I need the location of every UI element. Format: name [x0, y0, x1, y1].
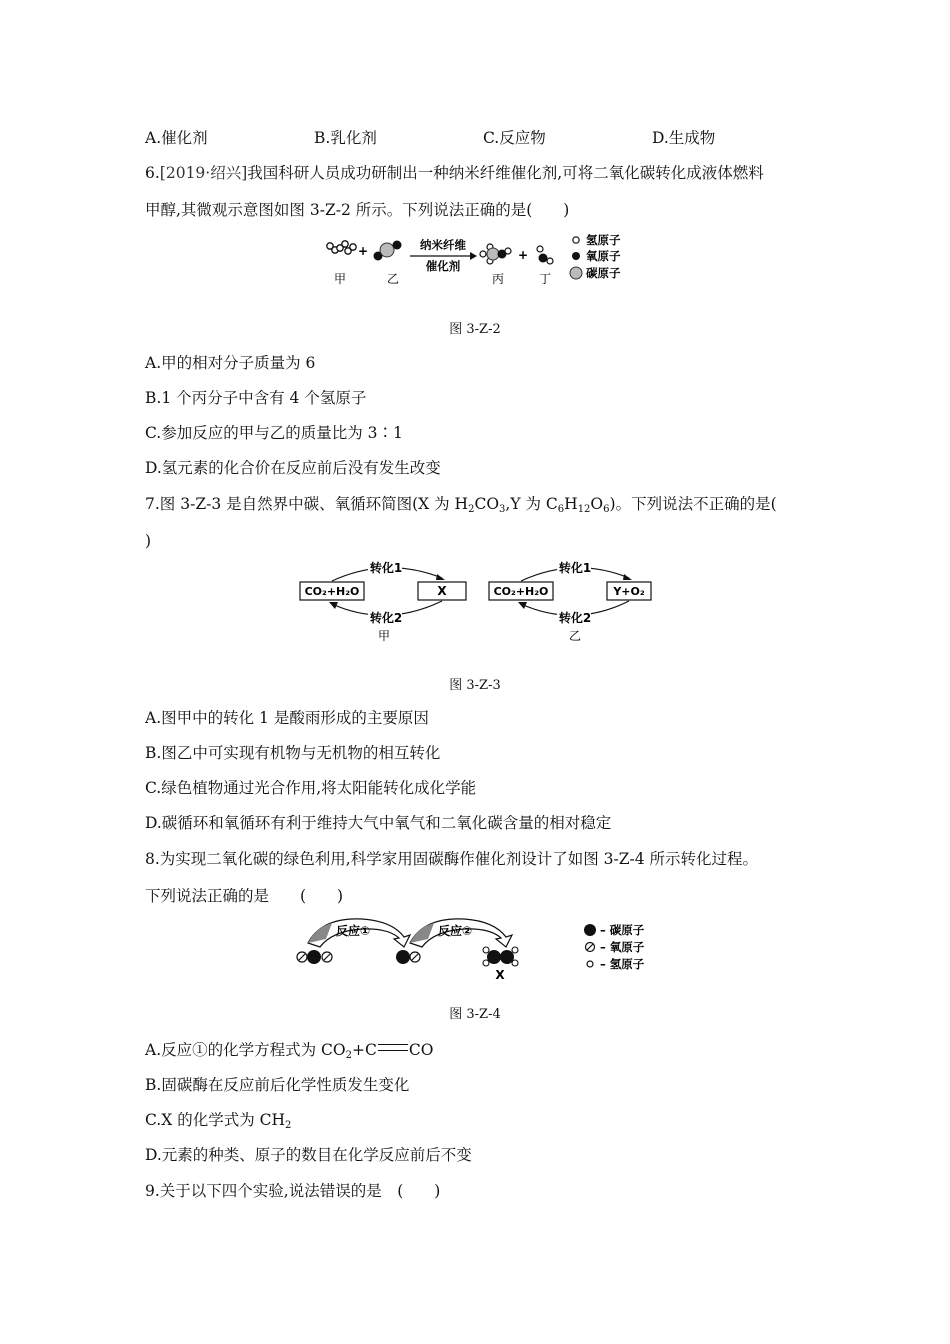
figure-caption-3-z-4: 图 3-Z-4	[449, 1007, 501, 1022]
box-co2-h2o-jia-text: CO₂+H₂O	[304, 585, 360, 598]
q8-option-a	[145, 1039, 433, 1061]
molecule-yi	[374, 241, 402, 261]
subscript: 2	[345, 1050, 352, 1061]
label-jia: 甲	[377, 629, 391, 643]
subscript: 2	[285, 1120, 292, 1131]
q7-option-b: B.图乙中可实现有机物与无机物的相互转化	[145, 744, 441, 762]
q7-option-c: C.绿色植物通过光合作用,将太阳能转化成化学能	[145, 779, 477, 797]
option-text: CO	[408, 1041, 434, 1059]
q6-option-a: A.甲的相对分子质量为 6	[145, 354, 316, 372]
question-number: 6.	[145, 164, 160, 182]
legend-hydrogen: – 氢原子	[600, 957, 645, 971]
reaction-2-label: 反应②	[438, 924, 473, 938]
molecule-bing	[480, 244, 511, 264]
reaction-1-label: 反应①	[336, 924, 371, 938]
stem-text: O	[590, 495, 604, 513]
legend	[570, 233, 621, 280]
figure-3-z-3	[296, 558, 656, 648]
stem-text: CO	[474, 495, 500, 513]
q8-option-d: D.元素的种类、原子的数目在化学反应前后不变	[145, 1146, 472, 1164]
q7-option-d: D.碳循环和氧循环有利于维持大气中氧气和二氧化碳含量的相对稳定	[145, 814, 612, 832]
molecule-co	[396, 950, 420, 964]
question-6-stem	[145, 162, 764, 184]
legend-hydrogen: 氢原子	[586, 233, 621, 247]
subscript: 2	[468, 504, 475, 515]
question-7-stem	[145, 493, 777, 515]
stem-text: ,Y 为 C	[505, 495, 558, 513]
label-bing: 丙	[491, 272, 505, 286]
molecule-ding	[537, 246, 553, 264]
stem-text: 7.图 3-Z-3 是自然界中碳、氧循环简图(X 为 H	[145, 495, 469, 513]
label-yi: 乙	[568, 629, 582, 643]
question-8-stem-line-2: 下列说法正确的是 ( )	[145, 887, 344, 905]
option-text: +C	[352, 1041, 377, 1059]
conversion-1-label-jia: 转化1	[369, 561, 403, 575]
molecule-co2	[297, 950, 332, 964]
conversion-2-label-yi: 转化2	[558, 611, 592, 625]
q6-option-c: C.参加反应的甲与乙的质量比为 3∶1	[145, 424, 403, 442]
catalyst-bottom-label: 催化剂	[425, 259, 461, 273]
question-8-stem: 8.为实现二氧化碳的绿色利用,科学家用固碳酶作催化剂设计了如图 3-Z-4 所示转化过程。	[145, 850, 759, 868]
option-b: B.乳化剂	[314, 129, 377, 147]
molecule-x	[483, 947, 518, 966]
question-stem-text: 我国科研人员成功研制出一种纳米纤维催化剂,可将二氧化碳转化成液体燃料	[247, 164, 764, 182]
label-yi: 乙	[386, 272, 400, 286]
box-co2-h2o-yi-text: CO₂+H₂O	[493, 585, 549, 598]
option-text: C.X 的化学式为 CH	[145, 1111, 285, 1129]
option-d: D.生成物	[652, 129, 716, 147]
legend-carbon: – 碳原子	[600, 923, 645, 937]
q8-option-c	[145, 1109, 291, 1131]
conversion-2-label-jia: 转化2	[369, 611, 403, 625]
label-ding: 丁	[538, 272, 552, 286]
molecule-jia	[327, 241, 356, 254]
figure-caption-3-z-2: 图 3-Z-2	[449, 322, 501, 337]
legend	[584, 923, 645, 971]
subscript: 3	[499, 504, 506, 515]
legend-oxygen: – 氧原子	[600, 940, 645, 954]
subscript: 6	[557, 504, 565, 515]
legend-oxygen: 氧原子	[586, 249, 621, 263]
q6-option-b: B.1 个丙分子中含有 4 个氢原子	[145, 389, 367, 407]
q6-option-d: D.氢元素的化合价在反应前后没有发生改变	[145, 459, 441, 477]
figure-caption-3-z-3: 图 3-Z-3	[449, 678, 501, 693]
stem-text: H	[564, 495, 578, 513]
product-x-label: X	[495, 968, 505, 982]
q8-option-b: B.固碳酶在反应前后化学性质发生变化	[145, 1076, 410, 1094]
plus-sign-2: +	[518, 248, 529, 262]
subscript: 12	[577, 504, 591, 515]
box-x-text: X	[437, 584, 447, 598]
question-6-stem-line-2: 甲醇,其微观示意图如图 3-Z-2 所示。下列说法正确的是( )	[145, 201, 570, 219]
conversion-1-label-yi: 转化1	[558, 561, 592, 575]
figure-3-z-2	[318, 233, 638, 291]
option-a: A.催化剂	[145, 129, 208, 147]
box-y-o2-text: Y+O₂	[613, 585, 645, 598]
catalyst-top-label: 纳米纤维	[420, 238, 466, 252]
option-text: A.反应①的化学方程式为 CO	[145, 1041, 346, 1059]
plus-sign: +	[358, 244, 369, 258]
stem-text: )。下列说法不正确的是(	[609, 495, 777, 513]
option-c: C.反应物	[483, 129, 546, 147]
question-9-stem: 9.关于以下四个实验,说法错误的是 ( )	[145, 1182, 441, 1200]
equation-equals-sign	[378, 1044, 408, 1051]
legend-carbon: 碳原子	[586, 266, 621, 280]
question-7-stem-close: )	[145, 532, 152, 550]
question-source: [2019·绍兴]	[159, 164, 248, 182]
q7-option-a: A.图甲中的转化 1 是酸雨形成的主要原因	[145, 709, 429, 727]
subscript: 6	[603, 504, 610, 515]
label-jia: 甲	[333, 272, 347, 286]
figure-3-z-4	[292, 913, 662, 983]
